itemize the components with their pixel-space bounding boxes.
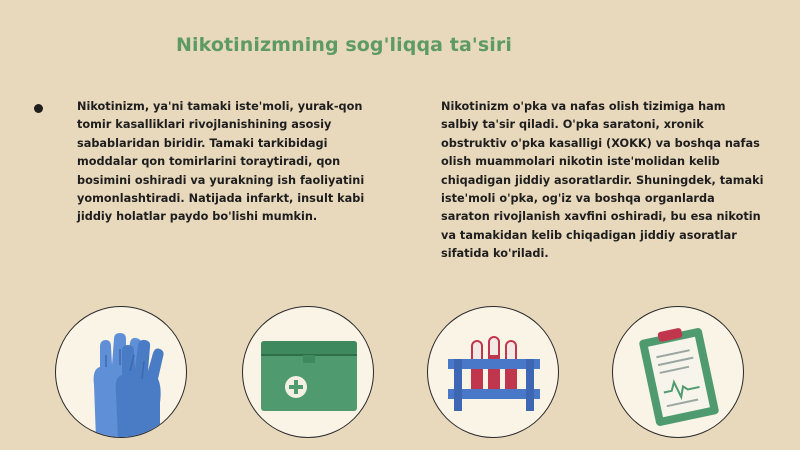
gloves-circle (55, 306, 187, 438)
first-aid-circle (242, 306, 374, 438)
clipboard-icon (613, 307, 744, 438)
clipboard-circle (612, 306, 744, 438)
right-paragraph: Nikotinizm o'pka va nafas olish tizimiga ham salbiy ta'sir qiladi. O'pka saratoni, xronik obstruktiv o'pka kasalligi (XOKK) va boshqa nafas olish muammolari nikotin iste'molidan kelib chiqadigan jiddiy asoratlardir. Shuningdek, tamaki iste'moli o'pka, og'iz va boshqa organlarda saraton rivojlanish xavfini oshiradi, bu esa nikotin va tamakidan kelib chiqadigan jiddiy asoratlar sifatida ko'riladi. (441, 100, 764, 261)
test-tubes-circle (427, 306, 559, 438)
page-title: Nikotinizmning sog'liqqa ta'siri (176, 34, 512, 56)
left-paragraph: Nikotinizm, ya'ni tamaki iste'moli, yurak-qon tomir kasalliklari rivojlanishining asosiy sabablaridan biridir. Tamaki tarkibidagi moddalar qon tomirlarini toraytiradi, qon bosimini oshiradi va yurakning ish faoliyatini yomonlashtiradi. Natijada infarkt, insult kabi jiddiy holatlar paydo bo'lishi mumkin. (77, 100, 365, 224)
first-aid-kit-icon (243, 307, 374, 438)
test-tubes-icon (428, 307, 559, 438)
gloves-icon (56, 307, 187, 438)
bullet-icon (34, 104, 43, 113)
